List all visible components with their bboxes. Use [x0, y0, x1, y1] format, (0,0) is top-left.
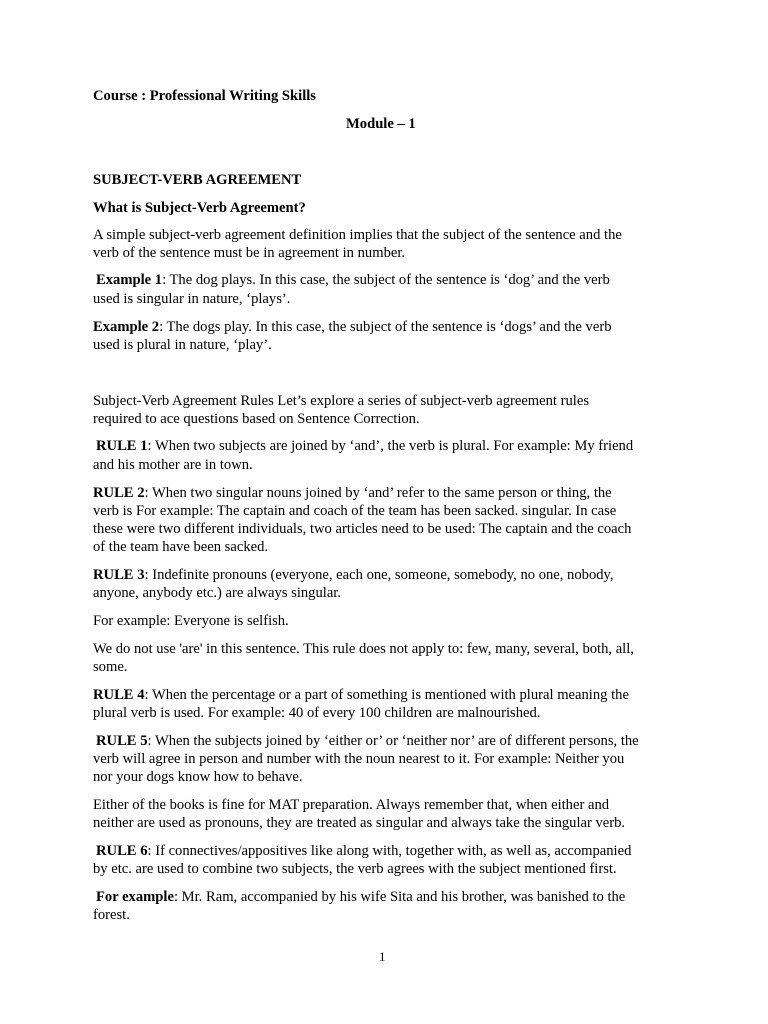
rule-6-label: RULE 6	[96, 843, 148, 859]
rules-intro-line-2: required to ace questions based on Sentence Correction.	[93, 411, 420, 427]
rule-1-text: : When two subjects are joined by ‘and’, the verb is plural. For example: My friend	[147, 438, 634, 454]
example-2-line-1	[93, 318, 612, 336]
example-1-text: : The dog plays. In this case, the subject of the sentence is ‘dog’ and the verb	[162, 272, 610, 288]
section-heading: SUBJECT-VERB AGREEMENT	[93, 172, 302, 188]
rule-2-line-3: these were two different individuals, two articles need to be used: The captain and the coach	[93, 521, 632, 537]
rules-intro-line-1: Subject-Verb Agreement Rules Let’s explore a series of subject-verb agreement rules	[93, 393, 590, 409]
example-2-line-2: used is plural in nature, ‘play’.	[93, 337, 272, 353]
rule-6-example-label: For example	[96, 889, 174, 905]
rule-5-note-line-1: Either of the books is fine for MAT preparation. Always remember that, when either and	[93, 797, 610, 813]
rule-5-note-line-2: neither are used as pronouns, they are treated as singular and always take the singular verb.	[93, 815, 626, 831]
rule-3-line-2: anyone, anybody etc.) are always singular.	[93, 585, 342, 601]
rule-4-line-2: plural verb is used. For example: 40 of every 100 children are malnourished.	[93, 705, 541, 721]
rule-5-label: RULE 5	[96, 733, 148, 749]
definition-line-2: verb of the sentence must be in agreement in number.	[93, 245, 406, 261]
rule-6-example-line-1	[96, 888, 625, 906]
rule-5-text: : When the subjects joined by ‘either or’ or ‘neither nor’ are of different persons, the	[147, 733, 639, 749]
rule-6-line-2: by etc. are used to combine two subjects, the verb agrees with the subject mentioned first.	[93, 861, 617, 877]
rule-3-label: RULE 3	[93, 567, 145, 583]
rule-6-text: : If connectives/appositives like along with, together with, as well as, accompanied	[147, 843, 632, 859]
example-1-line-2: used is singular in nature, ‘plays’.	[93, 291, 291, 307]
rule-4-line-1	[93, 686, 629, 704]
rule-3-note-line-2: some.	[93, 659, 128, 675]
rule-3-text: : Indefinite pronouns (everyone, each one, someone, somebody, no one, nobody,	[144, 567, 614, 583]
example-1-label: Example 1	[96, 272, 163, 288]
page-number: 1	[379, 949, 386, 964]
rule-3-line-1	[93, 566, 614, 584]
rule-2-label: RULE 2	[93, 485, 145, 501]
rule-5-line-3: nor your dogs know how to behave.	[93, 769, 303, 785]
rule-5-line-1	[96, 732, 639, 750]
rule-3-example: For example: Everyone is selfish.	[93, 613, 289, 629]
rule-2-text: : When two singular nouns joined by ‘and’ refer to the same person or thing, the	[144, 485, 612, 501]
course-title: Course : Professional Writing Skills	[93, 88, 316, 104]
rule-4-label: RULE 4	[93, 687, 145, 703]
rule-6-example-text: : Mr. Ram, accompanied by his wife Sita and his brother, was banished to the	[173, 889, 626, 905]
rule-1-label: RULE 1	[96, 438, 148, 454]
rule-6-line-1	[96, 842, 631, 860]
rule-2-line-1	[93, 484, 612, 502]
rule-2-line-4: of the team have been sacked.	[93, 539, 269, 555]
rule-3-note-line-1: We do not use 'are' in this sentence. This rule does not apply to: few, many, several, both, all,	[93, 641, 634, 657]
rule-2-line-2: verb is For example: The captain and coach of the team has been sacked. singular. In case	[93, 503, 617, 519]
rule-4-text: : When the percentage or a part of something is mentioned with plural meaning the	[144, 687, 629, 703]
rule-5-line-2: verb will agree in person and number with the noun nearest to it. For example: Neither you	[93, 751, 625, 767]
definition-line-1: A simple subject-verb agreement definition implies that the subject of the sentence and the	[93, 227, 622, 243]
module-title: Module – 1	[346, 116, 416, 132]
rule-1-line-1	[96, 437, 633, 455]
rule-6-example-line-2: forest.	[93, 907, 130, 923]
rule-1-line-2: and his mother are in town.	[93, 457, 253, 473]
section-question: What is Subject-Verb Agreement?	[93, 200, 306, 216]
example-2-label: Example 2	[93, 319, 160, 335]
example-2-text: : The dogs play. In this case, the subject of the sentence is ‘dogs’ and the verb	[159, 319, 612, 335]
example-1-line-1	[96, 271, 610, 289]
